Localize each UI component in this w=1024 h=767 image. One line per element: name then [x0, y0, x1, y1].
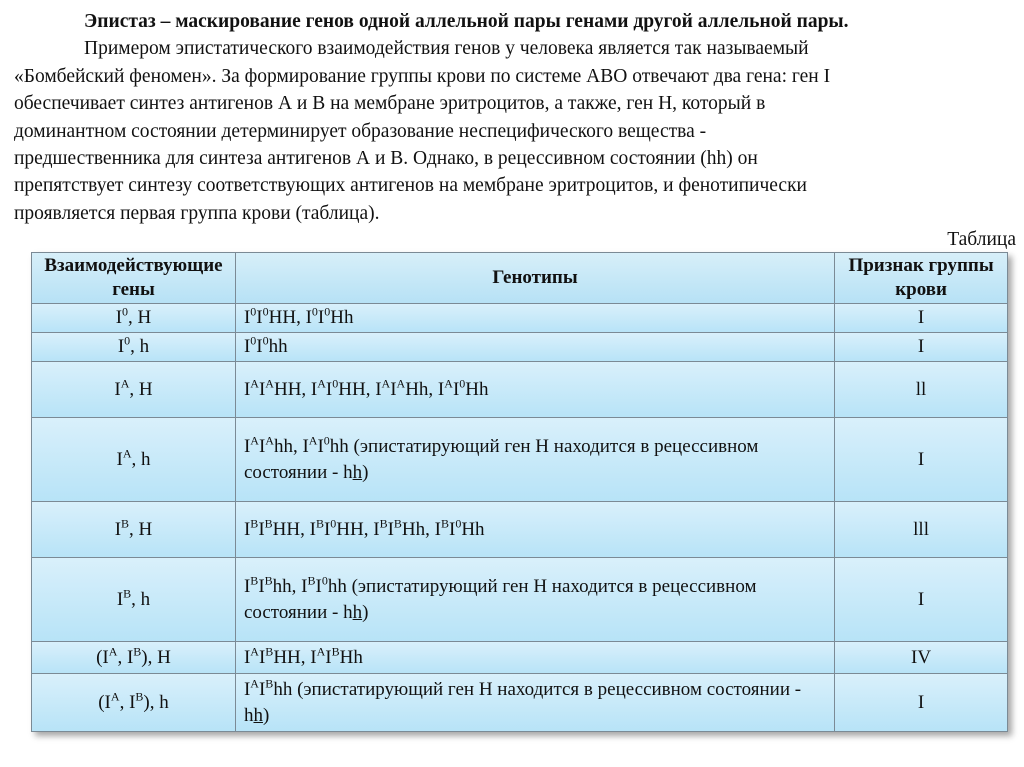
- paragraph-line: предшественника для синтеза антигенов А и В. Однако, в рецессивном состоянии (hh) он: [14, 148, 758, 170]
- cell-genes: $I^0$, h: [32, 333, 236, 362]
- paragraph-line: «Бомбейский феномен». За формирование группы крови по системе АВО отвечают два гена: ген I: [14, 65, 831, 87]
- cell-group: I: [835, 304, 1008, 333]
- cell-genes: $I^B$, h: [32, 558, 236, 642]
- table-header-row: [32, 253, 1008, 304]
- blood-group-table: [31, 252, 1008, 732]
- paragraph-line: проявляется первая группа крови (таблица).: [14, 202, 380, 224]
- cell-genotypes: $I^BI^BHH$, $I^BI^0HH$, $I^BI^BHh$, $I^BI^0Hh$: [235, 502, 834, 558]
- cell-group: IV: [835, 642, 1008, 674]
- cell-genotypes: $I^AI^BHH$, $I^AI^BHh$: [235, 642, 834, 674]
- table-row: [32, 304, 1008, 333]
- cell-group: I: [835, 674, 1008, 732]
- cell-genes: $I^A$, H: [32, 362, 236, 418]
- cell-genotypes: $I^AI^Ahh$, $I^AI^0hh$ (эпистатирующий ген Н находится в рецессивном состоянии - hh): [235, 418, 834, 502]
- cell-genotypes: $I^0I^0hh$: [235, 333, 834, 362]
- header-genes: Взаимодействующие гены: [32, 253, 236, 304]
- header-group: Признак группы крови: [835, 253, 1008, 304]
- cell-genotypes: $I^AI^Bhh$ (эпистатирующий ген Н находится в рецессивном состоянии - hh): [235, 674, 834, 732]
- cell-group: ll: [835, 362, 1008, 418]
- cell-group: I: [835, 418, 1008, 502]
- cell-genes: ($I^A$, $I^B$), h: [32, 674, 236, 732]
- table-row: [32, 333, 1008, 362]
- table-row: [32, 642, 1008, 674]
- paragraph-line: препятствует синтезу соответствующих антигенов на мембране эритроцитов, и фенотипически: [14, 175, 807, 197]
- cell-group: I: [835, 558, 1008, 642]
- cell-genes: ($I^A$, $I^B$), H: [32, 642, 236, 674]
- table-row: [32, 362, 1008, 418]
- paragraph-title: Эпистаз – маскирование генов одной аллельной пары генами другой аллельной пары.: [84, 11, 849, 32]
- table-caption: Таблица: [947, 229, 1016, 250]
- paragraph-line: Примером эпистатического взаимодействия генов у человека является так называемый: [84, 38, 809, 60]
- table-row: [32, 558, 1008, 642]
- table-row: [32, 418, 1008, 502]
- paragraph-line: обеспечивает синтез антигенов А и В на мембране эритроцитов, а также, ген Н, который в: [14, 93, 766, 115]
- cell-genotypes: $I^AI^AHH$, $I^AI^0HH$, $I^AI^AHh$, $I^AI^0Hh$: [235, 362, 834, 418]
- table-row: [32, 502, 1008, 558]
- table-row: [32, 674, 1008, 732]
- cell-genotypes: $I^BI^Bhh$, $I^BI^0hh$ (эпистатирующий ген Н находится в рецессивном состоянии - hh): [235, 558, 834, 642]
- cell-genes: $I^A$, h: [32, 418, 236, 502]
- paragraph: [14, 8, 996, 227]
- cell-genotypes: $I^0I^0HH$, $I^0I^0Hh$: [235, 304, 834, 333]
- paragraph-line: доминантном состоянии детерминирует образование неспецифического вещества -: [14, 120, 707, 142]
- cell-group: lll: [835, 502, 1008, 558]
- cell-genes: $I^0$, H: [32, 304, 236, 333]
- cell-group: I: [835, 333, 1008, 362]
- header-genotypes: Генотипы: [235, 253, 834, 304]
- cell-genes: $I^B$, H: [32, 502, 236, 558]
